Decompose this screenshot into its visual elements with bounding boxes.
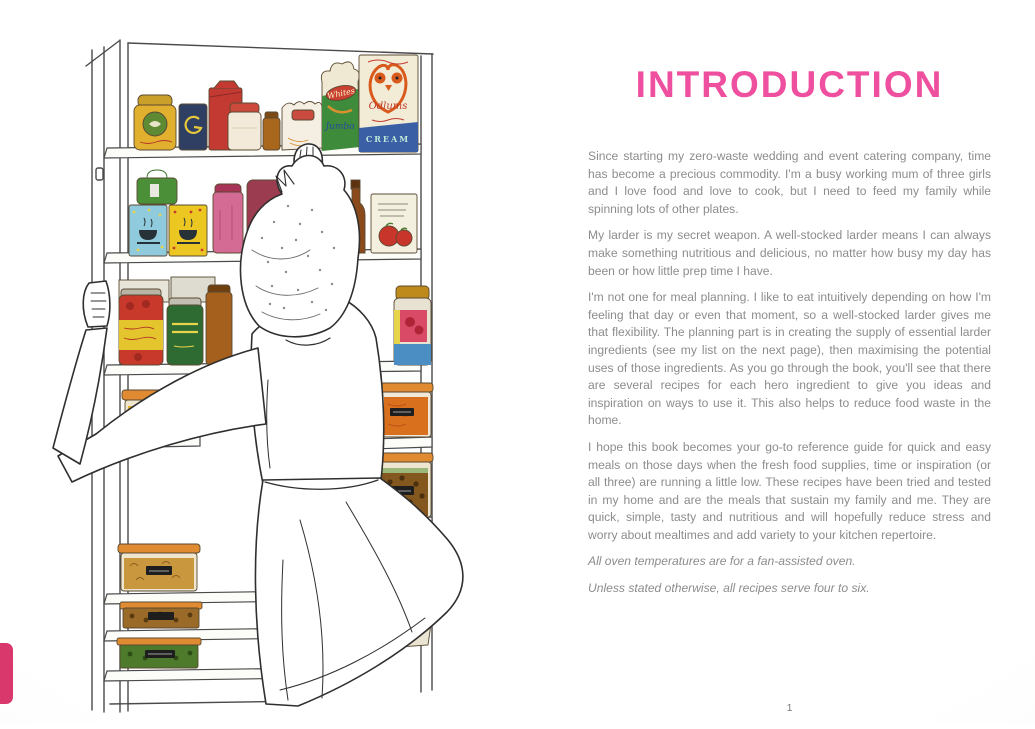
introduction-page	[588, 64, 991, 607]
intro-paragraph-3: I'm not one for meal planning. I like to eat intuitively depending on how I'm feeling that day or even that moment, so a well-stocked larder gives me that flexibility. The planning part is in creating the supply of essential larder ingredients (see my list on the next page), then maximising the potential uses of those ingredients. As you go through the book, you'll see that there are several recipes for each hero ingredient to give you ideas and inspiration on ways to use it. This also helps to reduce food waste in the home.	[588, 290, 991, 428]
whites-label: Whites	[326, 86, 356, 101]
hand	[83, 281, 110, 327]
page-title: INTRODUCTION	[635, 64, 944, 105]
intro-paragraph-4: I hope this book becomes your go-to reference guide for quick and easy meals on those days when the fresh food supplies, time or inspiration (or all three) are running a little low. These recipes have been tried and tested in my home and are the meals that sustain my family and me. They are quick, simple, tasty and nutritious and will hopefully reduce stress and worry about mealtimes and add variety to your kitchen repertoire.	[588, 439, 991, 542]
page-number: 1	[786, 702, 793, 714]
oven-note: All oven temperatures are for a fan-assisted oven.	[588, 554, 856, 569]
jumbo-label: Jumbo	[325, 122, 355, 132]
servings-note: Unless stated otherwise, all recipes serve four to six.	[588, 581, 870, 596]
odlums-label: Odlums	[368, 101, 408, 112]
cream-label: CREAM	[365, 134, 411, 144]
intro-paragraph-2: My larder is my secret weapon. A well-stocked larder means I can always make something nutritious and delicious, no matter how busy my day has been or how little prep time I have.	[588, 228, 991, 278]
intro-paragraph-1: Since starting my zero-waste wedding and event catering company, time has become a precious commodity. I'm a busy working mum of three girls and I love food and love to cook, but I need to feed my family while spinning lots of other plates.	[588, 149, 991, 216]
